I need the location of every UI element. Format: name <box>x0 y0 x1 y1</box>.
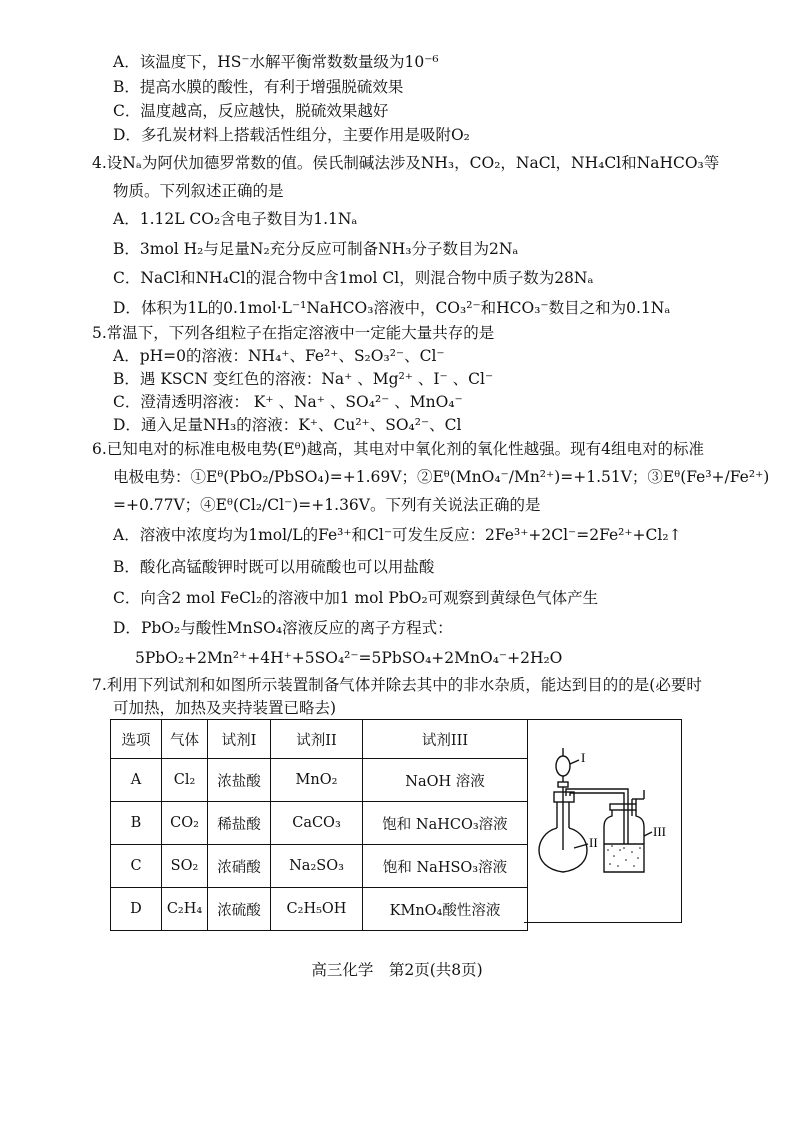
table-header: 试剂I <box>208 720 271 759</box>
label-funnel: I <box>581 750 586 765</box>
q4-option-d: D．体积为1L的0.1mol·L⁻¹NaHCO₃溶液中，CO₃²⁻和HCO₃⁻数目之和为0.1Nₐ <box>113 299 671 317</box>
apparatus-drawing <box>524 720 680 922</box>
q5-stem: 5.常温下，下列各组粒子在指定溶液中一定能大量共存的是 <box>92 324 495 342</box>
table-cell: MnO₂ <box>271 759 363 802</box>
q6-option-b: B．酸化高锰酸钾时既可以用硫酸也可以用盐酸 <box>113 558 435 576</box>
q5-option-b: B．遇 KSCN 变红色的溶液：Na⁺ 、Mg²⁺ 、I⁻ 、Cl⁻ <box>113 370 494 388</box>
table-cell: SO₂ <box>162 845 208 888</box>
table-cell: D <box>111 888 162 931</box>
q5-option-a: A．pH=0的溶液：NH₄⁺、Fe²⁺、S₂O₃²⁻、Cl⁻ <box>113 347 445 365</box>
table-cell: 浓硝酸 <box>208 845 271 888</box>
q6-stem-line1: 6.已知电对的标准电极电势(Eᶿ)越高，其电对中氧化剂的氧化性越强。现有4组电对的标准 <box>92 440 705 458</box>
label-bottle: III <box>653 824 666 839</box>
q4-option-b: B．3mol H₂与足量N₂充分反应可制备NH₃分子数目为2Nₐ <box>113 240 519 258</box>
table-cell: Na₂SO₃ <box>271 845 363 888</box>
q3-option-a: A．该温度下，HS⁻水解平衡常数数量级为10⁻⁶ <box>113 53 439 71</box>
q3-option-b: B．提高水膜的酸性，有利于增强脱硫效果 <box>113 78 404 96</box>
table-row <box>111 759 528 802</box>
q4-stem-line1: 4.设Nₐ为阿伏加德罗常数的值。侯氏制碱法涉及NH₃，CO₂，NaCl，NH₄Cl和NaHCO₃等 <box>92 154 720 172</box>
q3-option-d: D．多孔炭材料上搭载活性组分，主要作用是吸附O₂ <box>113 126 470 144</box>
q5-option-c: C．澄清透明溶液： K⁺ 、Na⁺ 、SO₄²⁻ 、MnO₄⁻ <box>113 393 463 411</box>
reagent-table <box>110 719 528 931</box>
table-row <box>111 888 528 931</box>
table-cell: B <box>111 802 162 845</box>
q6-option-a: A．溶液中浓度均为1mol/L的Fe³⁺和Cl⁻可发生反应：2Fe³⁺+2Cl⁻=2Fe²⁺+Cl₂↑ <box>113 526 682 544</box>
table-cell: NaOH 溶液 <box>363 759 528 802</box>
table-row <box>111 802 528 845</box>
q4-option-c: C．NaCl和NH₄Cl的混合物中含1mol Cl，则混合物中质子数为28Nₐ <box>113 269 594 287</box>
q6-equation: 5PbO₂+2Mn²⁺+4H⁺+5SO₄²⁻=5PbSO₄+2MnO₄⁻+2H₂O <box>135 649 563 667</box>
page-footer: 高三化学 第2页(共8页) <box>311 961 483 979</box>
q5-option-d: D．通入足量NH₃的溶液：K⁺、Cu²⁺、SO₄²⁻、Cl <box>113 416 462 434</box>
table-row <box>111 845 528 888</box>
table-cell: CO₂ <box>162 802 208 845</box>
table-cell: A <box>111 759 162 802</box>
q6-stem-line3: =+0.77V；④Eᶿ(Cl₂/Cl⁻)=+1.36V。下列有关说法正确的是 <box>113 496 541 514</box>
table-cell: 稀盐酸 <box>208 802 271 845</box>
table-cell: KMnO₄酸性溶液 <box>363 888 528 931</box>
q3-option-c: C．温度越高，反应越快，脱硫效果越好 <box>113 102 389 120</box>
table-header: 选项 <box>111 720 162 759</box>
q6-option-d: D．PbO₂与酸性MnSO₄溶液反应的离子方程式： <box>113 619 453 637</box>
q6-option-c: C．向含2 mol FeCl₂的溶液中加1 mol PbO₂可观察到黄绿色气体产生 <box>113 589 599 607</box>
table-cell: Cl₂ <box>162 759 208 802</box>
table-cell: C₂H₄ <box>162 888 208 931</box>
table-cell: C₂H₅OH <box>271 888 363 931</box>
table-cell: 浓盐酸 <box>208 759 271 802</box>
table-cell: 饱和 NaHSO₃溶液 <box>363 845 528 888</box>
q4-stem-line2: 物质。下列叙述正确的是 <box>113 182 284 200</box>
label-flask: II <box>589 835 598 850</box>
table-header: 气体 <box>162 720 208 759</box>
table-header-row <box>111 720 528 759</box>
table-cell: 浓硫酸 <box>208 888 271 931</box>
table-cell: 饱和 NaHCO₃溶液 <box>363 802 528 845</box>
table-header: 试剂III <box>363 720 528 759</box>
table-cell: C <box>111 845 162 888</box>
q6-stem-line2: 电极电势：①Eᶿ(PbO₂/PbSO₄)=+1.69V；②Eᶿ(MnO₄⁻/Mn²⁺)=+1.51V；③Eᶿ(Fe³+/Fe²⁺) <box>113 468 770 486</box>
q7-stem-line2: 可加热，加热及夹持装置已略去) <box>113 699 337 717</box>
table-cell: CaCO₃ <box>271 802 363 845</box>
q7-stem-line1: 7.利用下列试剂和如图所示装置制备气体并除去其中的非水杂质，能达到目的的是(必要时 <box>92 676 702 694</box>
q4-option-a: A．1.12L CO₂含电子数目为1.1Nₐ <box>113 210 358 228</box>
table-header: 试剂II <box>271 720 363 759</box>
apparatus-diagram <box>524 719 682 923</box>
